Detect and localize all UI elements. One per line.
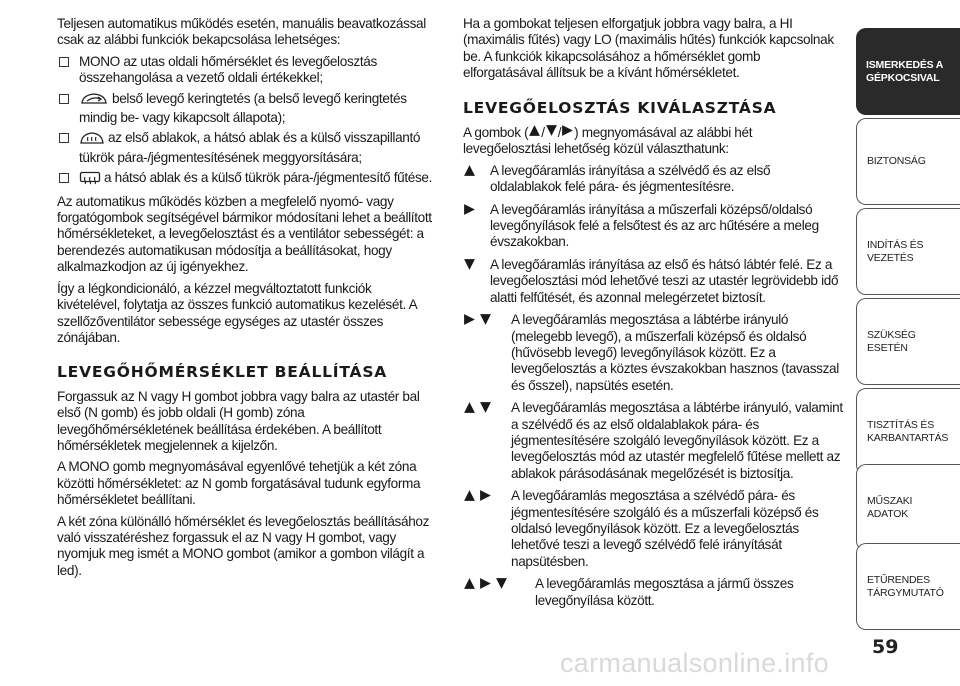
right-column xyxy=(463,16,843,615)
rear-window-heat-icon xyxy=(79,171,101,189)
auto-mode-paragraph: Az automatikus működés közben a megfelelő nyomó- vagy forgatógombok segítségével bármikor módosítani lehet a beállított hőmérsékleteket, a levegőelosztást és a ventilátor sebességét: a berendezés automatikusan módosítja a beállításokat, hogy alkalmazkodjon az új igényekhez. xyxy=(57,193,432,275)
checkbox-bullet xyxy=(59,94,69,104)
mode-item-face: A levegőáramlás irányítása a műszerfali középső/oldalsó levegőnyílások felé a felsőtest és az arc hűtésére a meleg évszakokban. xyxy=(463,202,843,251)
chapter-tabs xyxy=(856,0,960,686)
hi-lo-paragraph: Ha a gombokat teljesen elforgatjuk jobbra vagy balra, a HI (maximális fűtés) vagy LO (maximális hűtés) funkciók kapcsolnak be. A funkciók kikapcsolásához a hőmérséklet gomb elforgatásával állítsuk be a kívánt hőmérsékletet. xyxy=(463,16,834,81)
temperature-paragraph-2: A MONO gomb megnyomásával egyenlővé tehetjük a két zóna közötti hőmérsékletet: az N gomb forgatásával tudunk egyforma hőmérsékletet beállítani. xyxy=(57,459,421,508)
distribution-intro: A gombok ( / / ) megnyomásával az alábbi hét levegőelosztási lehetőség közül választhatunk: xyxy=(463,125,753,157)
triangle-down-icon xyxy=(495,577,508,590)
triangle-up-icon xyxy=(463,401,476,414)
triangle-down-icon xyxy=(479,401,492,414)
section-heading-temperature: LEVEGŐHŐMÉRSÉKLET BEÁLLÍTÁSA xyxy=(57,363,388,382)
mode-item-all: A levegőáramlás megosztása a jármű összes levegőnyílása között. xyxy=(463,576,843,609)
tab-emergency[interactable]: SZÜKSÉG ESETÉN xyxy=(856,298,960,385)
triangle-down-icon xyxy=(463,258,476,271)
tab-technical-data[interactable]: MŰSZAKI ADATOK xyxy=(856,464,960,551)
tab-getting-to-know[interactable]: ISMERKEDÉS A GÉPKOCSIVAL xyxy=(856,28,960,115)
watermark: carmanualsonline.info xyxy=(560,648,829,678)
triangle-right-icon xyxy=(561,124,574,137)
recirculation-icon xyxy=(79,92,109,110)
triangle-up-icon xyxy=(463,489,476,502)
triangle-right-icon xyxy=(463,313,476,326)
left-column xyxy=(57,16,437,584)
tab-index[interactable]: ETŰRENDES TÁRGYMUTATÓ xyxy=(856,543,960,630)
temperature-paragraph-1: Forgassuk az N vagy H gombot jobbra vagy balra az utastér bal első (N gomb) és jobb oldali (H gomb) zóna levegőhőmérsékletének beállítása érdekében. A beállított hőmérsékletek megjelennek a kijelzőn. xyxy=(57,388,420,453)
triangle-right-icon xyxy=(479,489,492,502)
mode-item-windshield-feet: A levegőáramlás megosztása a lábtérbe irányuló, valamint a szélvédő és az első oldalablakok pára- és jégmentesítésére szolgáló levegőnyílások között. Ez a levegőelosztás mód az utastér megfelelő fűtése mellett az ablakok párásodásának megelőzését is biztosítja. xyxy=(463,400,843,482)
triangle-up-icon xyxy=(528,124,541,137)
tab-maintenance[interactable]: TISZTÍTÁS ÉS KARBANTARTÁS xyxy=(856,388,960,475)
checkbox-bullet xyxy=(59,173,69,183)
section-heading-distribution: LEVEGŐELOSZTÁS KIVÁLASZTÁSA xyxy=(463,98,777,117)
mode-item-windshield: A levegőáramlás irányítása a szélvédő és az első oldalablakok felé pára- és jégmentesítésre. xyxy=(463,163,843,196)
temperature-paragraph-3: A két zóna különálló hőmérséklet és levegőelosztás beállításához való visszatéréshez forgassuk el az N vagy H gombot, vagy nyomjuk meg ismét a MONO gombot (amikor a gombon világít a led). xyxy=(57,513,430,578)
triangle-right-icon xyxy=(479,577,492,590)
bullet-recirculation: belső levegő keringtetés (a belső levegő keringtetés mindig be- vagy kikapcsolt állapota); xyxy=(57,91,437,127)
tab-safety[interactable]: BIZTONSÁG xyxy=(856,118,960,205)
triangle-up-icon xyxy=(463,164,476,177)
triangle-down-icon xyxy=(479,313,492,326)
page-number: 59 xyxy=(872,636,899,658)
windshield-defrost-icon xyxy=(79,131,105,149)
auto-functions-paragraph: Így a légkondicionáló, a kézzel megváltoztatott funkciók kivételével, folytatja az összes funkció automatikus kezelését. A szellőzőventilátor sebessége egységes az utastér összes zónájában. xyxy=(57,280,417,345)
triangle-up-icon xyxy=(463,577,476,590)
triangle-down-icon xyxy=(545,124,558,137)
checkbox-bullet xyxy=(59,57,69,67)
mode-item-feet: A levegőáramlás irányítása az első és hátsó lábtér felé. Ez a levegőelosztási mód lehetővé teszi az utastér legrövidebb idő alatti felfűtését, és azonnal melegérzetet biztosít. xyxy=(463,257,843,306)
mode-item-windshield-face: A levegőáramlás megosztása a szélvédő pára- és jégmentesítésére szolgáló és a műszerfali középső és oldalsó levegőnyílások között. Ez a levegőelosztás lehetővé teszi a levegő szélvédő felé irányítását napsütésben. xyxy=(463,488,843,570)
mode-item-face-feet: A levegőáramlás megosztása a lábtérbe irányuló (melegebb levegő), a műszerfali középső és oldalsó (hűvösebb levegő) levegőnyílások között. Ez a levegőelosztás a köztes évszakokban hasznos (tavasszal és ősszel), napsütés esetén. xyxy=(463,312,843,394)
bullet-max-defrost: az első ablakok, a hátsó ablak és a külső visszapillantó tükrök pára-/jégmentesítésének meggyorsítására; xyxy=(57,130,437,166)
tab-starting-driving[interactable]: INDÍTÁS ÉS VEZETÉS xyxy=(856,208,960,295)
intro-paragraph: Teljesen automatikus működés esetén, manuális beavatkozással csak az alábbi funkciók bekapcsolása lehetséges: xyxy=(57,16,426,48)
checkbox-bullet xyxy=(59,133,69,143)
bullet-rear-heat: a hátsó ablak és a külső tükrök pára-/jégmentesítő fűtése. xyxy=(57,170,437,189)
triangle-right-icon xyxy=(463,203,476,216)
bullet-mono: MONO az utas oldali hőmérséklet és levegőelosztás összehangolása a vezető oldali értékekkel; xyxy=(57,54,437,87)
